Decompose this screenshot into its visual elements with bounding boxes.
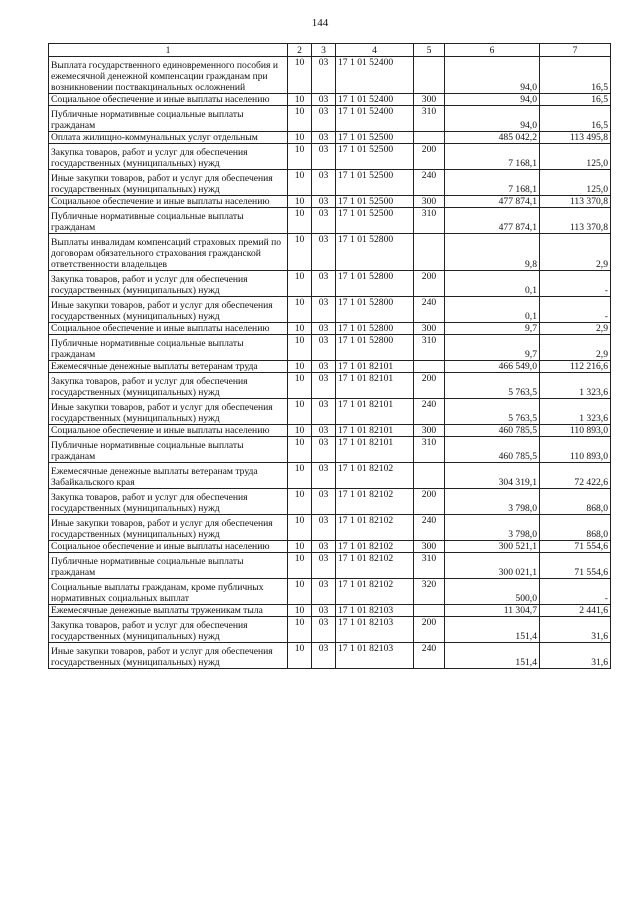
table-row bbox=[49, 144, 611, 170]
section-cell: 10 bbox=[288, 170, 312, 196]
target-article-cell: 17 1 01 52800 bbox=[336, 234, 414, 271]
row-name-cell: Социальное обеспечение и иные выплаты населению bbox=[49, 94, 288, 106]
table-row bbox=[49, 94, 611, 106]
row-name-cell: Закупка товаров, работ и услуг для обеспечения государственных (муниципальных) нужд bbox=[49, 373, 288, 399]
amount-actual-cell: 113 495,8 bbox=[540, 132, 611, 144]
amount-plan-cell: 5 763,5 bbox=[445, 373, 540, 399]
row-name-cell: Социальное обеспечение и иные выплаты населению bbox=[49, 323, 288, 335]
expense-type-cell: 300 bbox=[414, 196, 445, 208]
section-cell: 10 bbox=[288, 234, 312, 271]
amount-plan-cell: 7 168,1 bbox=[445, 144, 540, 170]
section-cell: 10 bbox=[288, 94, 312, 106]
row-name-cell: Публичные нормативные социальные выплаты гражданам bbox=[49, 437, 288, 463]
target-article-cell: 17 1 01 52400 bbox=[336, 106, 414, 132]
subsection-cell: 03 bbox=[312, 553, 336, 579]
target-article-cell: 17 1 01 52500 bbox=[336, 208, 414, 234]
column-header: 7 bbox=[540, 44, 611, 57]
target-article-cell: 17 1 01 82103 bbox=[336, 643, 414, 669]
section-cell: 10 bbox=[288, 196, 312, 208]
section-cell: 10 bbox=[288, 106, 312, 132]
row-name-cell: Оплата жилищно-коммунальных услуг отдельным bbox=[49, 132, 288, 144]
table-row bbox=[49, 643, 611, 669]
target-article-cell: 17 1 01 52800 bbox=[336, 271, 414, 297]
table-row bbox=[49, 106, 611, 132]
expense-type-cell: 240 bbox=[414, 170, 445, 196]
table-row bbox=[49, 271, 611, 297]
expense-type-cell: 200 bbox=[414, 617, 445, 643]
amount-plan-cell: 9,7 bbox=[445, 323, 540, 335]
row-name-cell: Социальное обеспечение и иные выплаты населению bbox=[49, 425, 288, 437]
row-name-cell: Публичные нормативные социальные выплаты гражданам bbox=[49, 208, 288, 234]
table-row bbox=[49, 399, 611, 425]
amount-plan-cell: 11 304,7 bbox=[445, 605, 540, 617]
section-cell: 10 bbox=[288, 463, 312, 489]
amount-plan-cell: 477 874,1 bbox=[445, 208, 540, 234]
amount-actual-cell: 2,9 bbox=[540, 335, 611, 361]
amount-actual-cell: - bbox=[540, 271, 611, 297]
section-cell: 10 bbox=[288, 515, 312, 541]
amount-plan-cell: 5 763,5 bbox=[445, 399, 540, 425]
target-article-cell: 17 1 01 82102 bbox=[336, 579, 414, 605]
subsection-cell: 03 bbox=[312, 144, 336, 170]
amount-actual-cell: 110 893,0 bbox=[540, 437, 611, 463]
amount-actual-cell: 1 323,6 bbox=[540, 373, 611, 399]
expense-type-cell: 200 bbox=[414, 144, 445, 170]
section-cell: 10 bbox=[288, 323, 312, 335]
amount-actual-cell: 868,0 bbox=[540, 489, 611, 515]
row-name-cell: Иные закупки товаров, работ и услуг для обеспечения государственных (муниципальных) нужд bbox=[49, 170, 288, 196]
column-header: 2 bbox=[288, 44, 312, 57]
row-name-cell: Выплаты инвалидам компенсаций страховых премий по договорам обязательного страхования гражданской ответственности владельцев bbox=[49, 234, 288, 271]
expense-type-cell: 310 bbox=[414, 553, 445, 579]
amount-actual-cell: 113 370,8 bbox=[540, 196, 611, 208]
expense-type-cell bbox=[414, 132, 445, 144]
target-article-cell: 17 1 01 52800 bbox=[336, 323, 414, 335]
subsection-cell: 03 bbox=[312, 463, 336, 489]
section-cell: 10 bbox=[288, 553, 312, 579]
section-cell: 10 bbox=[288, 361, 312, 373]
subsection-cell: 03 bbox=[312, 643, 336, 669]
amount-plan-cell: 94,0 bbox=[445, 94, 540, 106]
amount-plan-cell: 460 785,5 bbox=[445, 425, 540, 437]
amount-actual-cell: 2,9 bbox=[540, 234, 611, 271]
target-article-cell: 17 1 01 52400 bbox=[336, 57, 414, 94]
subsection-cell: 03 bbox=[312, 361, 336, 373]
amount-plan-cell: 94,0 bbox=[445, 106, 540, 132]
amount-plan-cell: 466 549,0 bbox=[445, 361, 540, 373]
amount-plan-cell: 151,4 bbox=[445, 617, 540, 643]
subsection-cell: 03 bbox=[312, 425, 336, 437]
table-row bbox=[49, 234, 611, 271]
amount-actual-cell: 71 554,6 bbox=[540, 541, 611, 553]
target-article-cell: 17 1 01 82102 bbox=[336, 541, 414, 553]
table-row bbox=[49, 553, 611, 579]
row-name-cell: Публичные нормативные социальные выплаты гражданам bbox=[49, 106, 288, 132]
table-row bbox=[49, 515, 611, 541]
section-cell: 10 bbox=[288, 643, 312, 669]
subsection-cell: 03 bbox=[312, 132, 336, 144]
section-cell: 10 bbox=[288, 489, 312, 515]
expense-type-cell: 310 bbox=[414, 335, 445, 361]
target-article-cell: 17 1 01 82101 bbox=[336, 373, 414, 399]
table-row bbox=[49, 57, 611, 94]
expense-type-cell bbox=[414, 57, 445, 94]
amount-actual-cell: 2 441,6 bbox=[540, 605, 611, 617]
target-article-cell: 17 1 01 82101 bbox=[336, 361, 414, 373]
column-header: 5 bbox=[414, 44, 445, 57]
target-article-cell: 17 1 01 82102 bbox=[336, 463, 414, 489]
expense-type-cell bbox=[414, 605, 445, 617]
table-row bbox=[49, 297, 611, 323]
section-cell: 10 bbox=[288, 579, 312, 605]
table-row bbox=[49, 463, 611, 489]
row-name-cell: Социальные выплаты гражданам, кроме публичных нормативных социальных выплат bbox=[49, 579, 288, 605]
amount-actual-cell: 1 323,6 bbox=[540, 399, 611, 425]
row-name-cell: Социальное обеспечение и иные выплаты населению bbox=[49, 541, 288, 553]
expense-type-cell: 240 bbox=[414, 297, 445, 323]
amount-plan-cell: 300 021,1 bbox=[445, 553, 540, 579]
subsection-cell: 03 bbox=[312, 437, 336, 463]
row-name-cell: Социальное обеспечение и иные выплаты населению bbox=[49, 196, 288, 208]
row-name-cell: Ежемесячные денежные выплаты ветеранам труда Забайкальского края bbox=[49, 463, 288, 489]
row-name-cell: Ежемесячные денежные выплаты ветеранам труда bbox=[49, 361, 288, 373]
amount-plan-cell: 9,7 bbox=[445, 335, 540, 361]
section-cell: 10 bbox=[288, 144, 312, 170]
target-article-cell: 17 1 01 52500 bbox=[336, 196, 414, 208]
table-body bbox=[49, 44, 611, 669]
amount-actual-cell: 113 370,8 bbox=[540, 208, 611, 234]
amount-plan-cell: 300 521,1 bbox=[445, 541, 540, 553]
amount-plan-cell: 94,0 bbox=[445, 57, 540, 94]
section-cell: 10 bbox=[288, 271, 312, 297]
section-cell: 10 bbox=[288, 297, 312, 323]
subsection-cell: 03 bbox=[312, 515, 336, 541]
target-article-cell: 17 1 01 82103 bbox=[336, 617, 414, 643]
expense-type-cell: 240 bbox=[414, 643, 445, 669]
table-row bbox=[49, 541, 611, 553]
amount-actual-cell: 125,0 bbox=[540, 144, 611, 170]
subsection-cell: 03 bbox=[312, 208, 336, 234]
expense-type-cell bbox=[414, 463, 445, 489]
target-article-cell: 17 1 01 82102 bbox=[336, 553, 414, 579]
subsection-cell: 03 bbox=[312, 617, 336, 643]
amount-plan-cell: 485 042,2 bbox=[445, 132, 540, 144]
row-name-cell: Выплата государственного единовременного пособия и ежемесячной денежной компенсации гражданам при возникновении поствакцинальных осложнений bbox=[49, 57, 288, 94]
subsection-cell: 03 bbox=[312, 489, 336, 515]
amount-actual-cell: 31,6 bbox=[540, 643, 611, 669]
table-row bbox=[49, 373, 611, 399]
expense-type-cell: 240 bbox=[414, 515, 445, 541]
target-article-cell: 17 1 01 82101 bbox=[336, 437, 414, 463]
expense-type-cell: 200 bbox=[414, 489, 445, 515]
row-name-cell: Закупка товаров, работ и услуг для обеспечения государственных (муниципальных) нужд bbox=[49, 271, 288, 297]
subsection-cell: 03 bbox=[312, 170, 336, 196]
amount-actual-cell: 16,5 bbox=[540, 106, 611, 132]
amount-actual-cell: 110 893,0 bbox=[540, 425, 611, 437]
amount-plan-cell: 460 785,5 bbox=[445, 437, 540, 463]
amount-plan-cell: 3 798,0 bbox=[445, 489, 540, 515]
table-row bbox=[49, 605, 611, 617]
expense-type-cell: 200 bbox=[414, 271, 445, 297]
target-article-cell: 17 1 01 82102 bbox=[336, 489, 414, 515]
table-row bbox=[49, 425, 611, 437]
subsection-cell: 03 bbox=[312, 57, 336, 94]
subsection-cell: 03 bbox=[312, 106, 336, 132]
amount-actual-cell: - bbox=[540, 579, 611, 605]
amount-plan-cell: 304 319,1 bbox=[445, 463, 540, 489]
amount-actual-cell: 868,0 bbox=[540, 515, 611, 541]
column-number-row bbox=[49, 44, 611, 57]
amount-actual-cell: 125,0 bbox=[540, 170, 611, 196]
table-row bbox=[49, 489, 611, 515]
expense-type-cell: 300 bbox=[414, 541, 445, 553]
amount-actual-cell: 16,5 bbox=[540, 57, 611, 94]
table-row bbox=[49, 617, 611, 643]
amount-plan-cell: 477 874,1 bbox=[445, 196, 540, 208]
target-article-cell: 17 1 01 82101 bbox=[336, 399, 414, 425]
page-number: 144 bbox=[311, 17, 329, 29]
expense-type-cell bbox=[414, 234, 445, 271]
table-row bbox=[49, 335, 611, 361]
row-name-cell: Закупка товаров, работ и услуг для обеспечения государственных (муниципальных) нужд bbox=[49, 144, 288, 170]
expense-type-cell: 300 bbox=[414, 425, 445, 437]
expense-type-cell: 300 bbox=[414, 94, 445, 106]
amount-plan-cell: 500,0 bbox=[445, 579, 540, 605]
amount-plan-cell: 3 798,0 bbox=[445, 515, 540, 541]
section-cell: 10 bbox=[288, 57, 312, 94]
section-cell: 10 bbox=[288, 541, 312, 553]
subsection-cell: 03 bbox=[312, 579, 336, 605]
table-row bbox=[49, 170, 611, 196]
amount-actual-cell: 16,5 bbox=[540, 94, 611, 106]
table-row bbox=[49, 132, 611, 144]
expense-type-cell: 310 bbox=[414, 437, 445, 463]
target-article-cell: 17 1 01 52500 bbox=[336, 170, 414, 196]
section-cell: 10 bbox=[288, 605, 312, 617]
expense-type-cell: 200 bbox=[414, 373, 445, 399]
column-header: 6 bbox=[445, 44, 540, 57]
target-article-cell: 17 1 01 82102 bbox=[336, 515, 414, 541]
row-name-cell: Закупка товаров, работ и услуг для обеспечения государственных (муниципальных) нужд bbox=[49, 617, 288, 643]
subsection-cell: 03 bbox=[312, 297, 336, 323]
expense-type-cell: 310 bbox=[414, 208, 445, 234]
amount-plan-cell: 7 168,1 bbox=[445, 170, 540, 196]
subsection-cell: 03 bbox=[312, 323, 336, 335]
expense-type-cell bbox=[414, 361, 445, 373]
section-cell: 10 bbox=[288, 617, 312, 643]
subsection-cell: 03 bbox=[312, 373, 336, 399]
table-row bbox=[49, 323, 611, 335]
row-name-cell: Иные закупки товаров, работ и услуг для обеспечения государственных (муниципальных) нужд bbox=[49, 515, 288, 541]
row-name-cell: Иные закупки товаров, работ и услуг для обеспечения государственных (муниципальных) нужд bbox=[49, 297, 288, 323]
amount-actual-cell: 71 554,6 bbox=[540, 553, 611, 579]
subsection-cell: 03 bbox=[312, 196, 336, 208]
section-cell: 10 bbox=[288, 335, 312, 361]
row-name-cell: Иные закупки товаров, работ и услуг для обеспечения государственных (муниципальных) нужд bbox=[49, 643, 288, 669]
amount-plan-cell: 9,8 bbox=[445, 234, 540, 271]
amount-actual-cell: 2,9 bbox=[540, 323, 611, 335]
amount-plan-cell: 0,1 bbox=[445, 271, 540, 297]
row-name-cell: Ежемесячные денежные выплаты труженикам тыла bbox=[49, 605, 288, 617]
column-header: 3 bbox=[312, 44, 336, 57]
budget-table bbox=[48, 43, 611, 669]
subsection-cell: 03 bbox=[312, 605, 336, 617]
row-name-cell: Публичные нормативные социальные выплаты гражданам bbox=[49, 335, 288, 361]
amount-plan-cell: 151,4 bbox=[445, 643, 540, 669]
table-row bbox=[49, 361, 611, 373]
expense-type-cell: 320 bbox=[414, 579, 445, 605]
section-cell: 10 bbox=[288, 437, 312, 463]
column-header: 1 bbox=[49, 44, 288, 57]
table-row bbox=[49, 437, 611, 463]
amount-actual-cell: 112 216,6 bbox=[540, 361, 611, 373]
table-row bbox=[49, 208, 611, 234]
row-name-cell: Публичные нормативные социальные выплаты гражданам bbox=[49, 553, 288, 579]
section-cell: 10 bbox=[288, 425, 312, 437]
subsection-cell: 03 bbox=[312, 94, 336, 106]
subsection-cell: 03 bbox=[312, 271, 336, 297]
target-article-cell: 17 1 01 82101 bbox=[336, 425, 414, 437]
expense-type-cell: 300 bbox=[414, 323, 445, 335]
section-cell: 10 bbox=[288, 373, 312, 399]
subsection-cell: 03 bbox=[312, 541, 336, 553]
row-name-cell: Иные закупки товаров, работ и услуг для обеспечения государственных (муниципальных) нужд bbox=[49, 399, 288, 425]
section-cell: 10 bbox=[288, 399, 312, 425]
target-article-cell: 17 1 01 52500 bbox=[336, 144, 414, 170]
expense-type-cell: 240 bbox=[414, 399, 445, 425]
amount-actual-cell: 72 422,6 bbox=[540, 463, 611, 489]
target-article-cell: 17 1 01 52800 bbox=[336, 335, 414, 361]
section-cell: 10 bbox=[288, 208, 312, 234]
table-row bbox=[49, 196, 611, 208]
section-cell: 10 bbox=[288, 132, 312, 144]
row-name-cell: Закупка товаров, работ и услуг для обеспечения государственных (муниципальных) нужд bbox=[49, 489, 288, 515]
amount-actual-cell: - bbox=[540, 297, 611, 323]
subsection-cell: 03 bbox=[312, 335, 336, 361]
subsection-cell: 03 bbox=[312, 399, 336, 425]
amount-actual-cell: 31,6 bbox=[540, 617, 611, 643]
target-article-cell: 17 1 01 52500 bbox=[336, 132, 414, 144]
target-article-cell: 17 1 01 82103 bbox=[336, 605, 414, 617]
table-row bbox=[49, 579, 611, 605]
expense-type-cell: 310 bbox=[414, 106, 445, 132]
subsection-cell: 03 bbox=[312, 234, 336, 271]
target-article-cell: 17 1 01 52800 bbox=[336, 297, 414, 323]
target-article-cell: 17 1 01 52400 bbox=[336, 94, 414, 106]
amount-plan-cell: 0,1 bbox=[445, 297, 540, 323]
column-header: 4 bbox=[336, 44, 414, 57]
